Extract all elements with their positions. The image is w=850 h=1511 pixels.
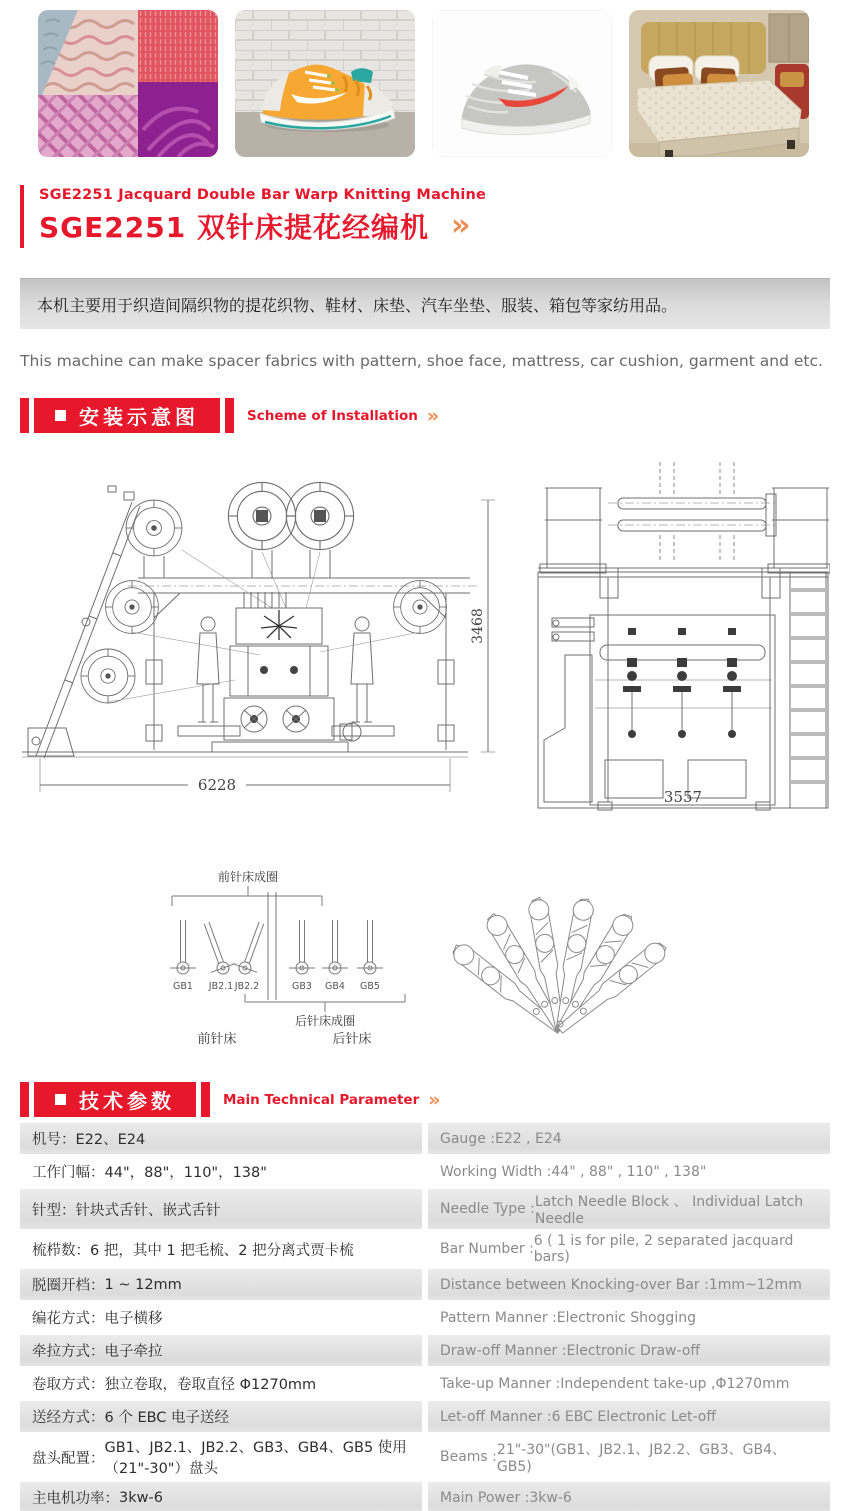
product-gallery (0, 0, 850, 157)
operator-figure (351, 617, 373, 722)
dimension-6228 (40, 758, 450, 794)
chevron-right-icon: » (428, 1088, 441, 1111)
svg-text:6228: 6228 (197, 776, 237, 794)
spec-cell-zh: 主电机功率： 3kw-6 (20, 1482, 422, 1511)
chevron-right-icon: » (450, 208, 471, 243)
svg-text:GB4: GB4 (325, 981, 345, 992)
title-english: SGE2251 Jacquard Double Bar Warp Knitting Machine (39, 187, 487, 203)
photo-fabric-samples (38, 10, 218, 157)
intro-en-text: This machine can make spacer fabrics with pattern, shoe face, mattress, car cushion, garment and etc. (20, 352, 823, 370)
section-title-zh: 技术参数 (79, 1089, 175, 1113)
banner-left-bar (20, 398, 29, 433)
intro-zh-text: 本机主要用于织造间隔织物的提花织物、鞋材、床垫、汽车坐垫、服装、箱包等家纺用品。 (37, 295, 678, 315)
svg-text:GB1: GB1 (173, 981, 193, 992)
photo-orange-shoe (235, 10, 415, 157)
spec-cell-zh: 卷取方式： 独立卷取，卷取直径 Φ1270mm (32, 1377, 317, 1393)
svg-text:JB2.1: JB2.1 (208, 981, 234, 992)
mattress-bed-image (629, 10, 809, 157)
guide-bar-arrangement (170, 869, 405, 1047)
section-title-en: Main Technical Parameter (223, 1091, 420, 1108)
section-parameters-banner (20, 1082, 830, 1117)
spec-cell-zh: 针型： 针块式舌针、嵌式舌针 (20, 1189, 422, 1229)
spec-cell-en: Take-up Manner : Independent take-up ,Φ1270mm (440, 1375, 790, 1392)
installation-drawing (20, 440, 830, 1050)
banner-box (34, 398, 220, 433)
section-installation-banner (20, 398, 830, 433)
machine-side-view (22, 482, 495, 794)
spec-cell-zh: 脱圈开档： 1 ~ 12mm (20, 1269, 422, 1300)
square-bullet-icon (55, 1094, 66, 1105)
svg-text:后针床成圈: 后针床成圈 (294, 1014, 356, 1028)
svg-text:前针床成圈: 前针床成圈 (217, 870, 279, 884)
knitting-head (212, 592, 361, 752)
spec-cell-zh: 盘头配置： GB1、JB2.1、JB2.2、GB3、GB4、GB5 使用（21"-30"）盘头 (32, 1440, 407, 1477)
banner-right-bar (225, 398, 234, 433)
svg-text:后针床: 后针床 (332, 1032, 372, 1047)
svg-text:GB3: GB3 (292, 981, 312, 992)
dimension-3468 (470, 500, 495, 752)
square-bullet-icon (55, 410, 66, 421)
orange-shoe-image (235, 10, 415, 157)
svg-text:GB5: GB5 (360, 981, 380, 992)
compound-needle-fan (448, 896, 670, 1038)
spec-table (20, 1123, 830, 1511)
installation-drawing-area (20, 440, 830, 1054)
page-header (20, 185, 830, 248)
spec-cell-zh: 牵拉方式： 电子牵拉 (20, 1335, 422, 1366)
spec-cell-en: Main Power : 3kw-6 (428, 1482, 830, 1511)
operator-figure (197, 617, 219, 722)
banner-left-bar (20, 1082, 29, 1117)
spec-cell-en: Working Width : 44" , 88" , 110" , 138" (440, 1163, 707, 1180)
spec-cell-zh: 送经方式： 6 个 EBC 电子送经 (20, 1401, 422, 1432)
spec-cell-en: Gauge : E22 , E24 (428, 1123, 830, 1154)
spec-cell-zh: 梳栉数： 6 把，其中 1 把毛梳、2 把分离式贾卡梳 (32, 1242, 354, 1259)
machine-front-view (538, 462, 830, 810)
photo-knit-shoe (432, 10, 612, 157)
section-title-en: Scheme of Installation (247, 407, 418, 424)
spec-cell-en: Let-off Manner : 6 EBC Electronic Let-off (428, 1401, 830, 1432)
spec-cell-en: Distance between Knocking-over Bar : 1mm~12mm (428, 1269, 830, 1300)
spec-cell-zh: 工作门幅： 44"，88"，110"，138" (32, 1165, 267, 1181)
spec-cell-en: Needle Type : Latch Needle Block 、 Individual Latch Needle (428, 1189, 830, 1229)
svg-text:JB2.2: JB2.2 (234, 981, 260, 992)
chevron-right-icon: » (426, 404, 440, 427)
spec-cell-en: Beams : 21"-30"(GB1、JB2.1、JB2.2、GB3、GB4、GB5) (440, 1442, 787, 1475)
banner-box (34, 1082, 196, 1117)
spec-cell-en: Bar Number : 6 ( 1 is for pile, 2 separated jacquard bars) (440, 1233, 794, 1265)
photo-mattress-bed (629, 10, 809, 157)
svg-text:3468: 3468 (470, 608, 486, 644)
svg-text:前针床: 前针床 (197, 1032, 237, 1047)
page-title: SGE2251 双针床提花经编机 (39, 211, 429, 244)
spec-cell-zh: 编花方式： 电子横移 (32, 1311, 163, 1327)
spec-cell-en: Pattern Manner : Electronic Shogging (440, 1309, 696, 1326)
spec-cell-zh: 机号： E22、E24 (20, 1123, 422, 1154)
fabric-collage-image (38, 10, 218, 157)
spec-cell-en: Draw-off Manner : Electronic Draw-off (428, 1335, 830, 1366)
knit-shoe-image (432, 10, 612, 157)
intro-zh-box (20, 278, 830, 329)
dimension-3557: 3557 (663, 788, 703, 806)
ladder (790, 572, 826, 808)
banner-right-bar (201, 1082, 210, 1117)
section-title-zh: 安装示意图 (79, 405, 199, 429)
